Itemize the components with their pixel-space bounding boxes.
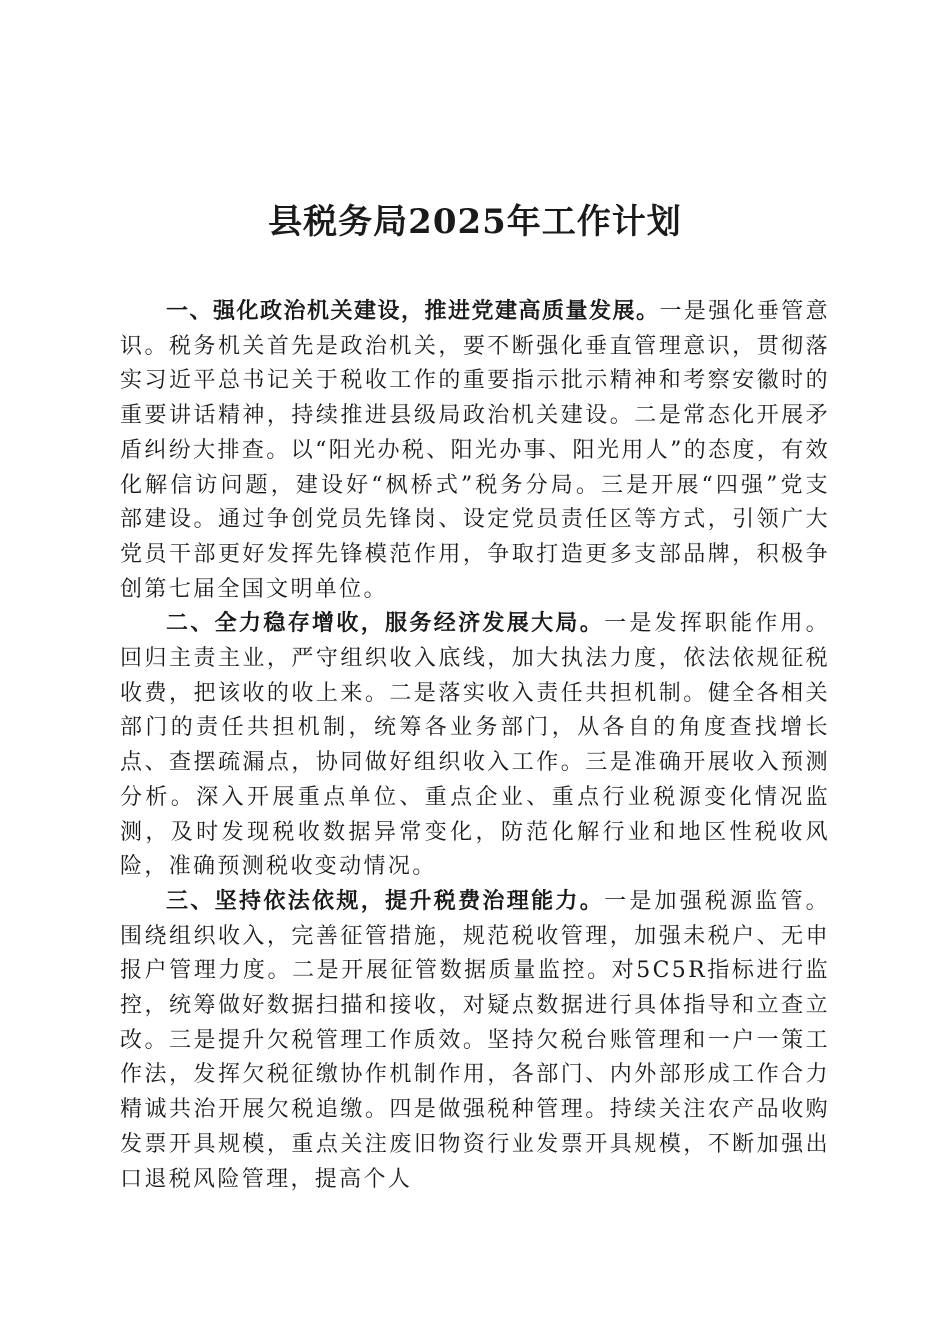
section-paragraph-2 xyxy=(120,607,830,885)
section-body-2: 一是发挥职能作用。回归主责主业，严守组织收入底线，加大执法力度，依法依规征税收费，把该收的收上来。二是落实收入责任共担机制。健全各相关部门的责任共担机制，统筹各业务部门，从各自的角度查找增长点、查摆疏漏点，协同做好组织收入工作。三是准确开展收入预测分析。深入开展重点单位、重点企业、重点行业税源变化情况监测，及时发现税收数据异常变化，防范化解行业和地区性税收风险，准确预测税收变动情况。 xyxy=(120,611,830,880)
section-heading-2: 二、全力稳存增收，服务经济发展大局。 xyxy=(166,611,605,637)
document-title: 县税务局2025年工作计划 xyxy=(268,202,682,242)
section-paragraph-1 xyxy=(120,295,830,607)
section-body-3: 一是加强税源监管。围绕组织收入，完善征管措施，规范税收管理，加强未税户、无申报户管理力度。二是开展征管数据质量监控。对5C5R指标进行监控，统筹做好数据扫描和接收，对疑点数据进行具体指导和立查立改。三是提升欠税管理工作质效。坚持欠税台账管理和一户一策工作法，发挥欠税征缴协作机制作用，各部门、内外部形成工作合力精诚共治开展欠税追缴。四是做强税种管理。持续关注农产品收购发票开具规模，重点关注废旧物资行业发票开具规模，不断加强出口退税风险管理，提高个人 xyxy=(120,888,830,1192)
section-paragraph-3 xyxy=(120,885,830,1197)
section-heading-3: 三、坚持依法依规，提升税费治理能力。 xyxy=(166,888,605,914)
document-body xyxy=(120,295,830,1197)
section-heading-1: 一、强化政治机关建设，推进党建高质量发展。 xyxy=(166,299,660,324)
section-body-1: 一是强化垂管意识。税务机关首先是政治机关，要不断强化垂直管理意识，贯彻落实习近平总书记关于税收工作的重要指示批示精神和考察安徽时的重要讲话精神，持续推进县级局政治机关建设。二是常态化开展矛盾纠纷大排查。以“阳光办税、阳光办事、阳光用人”的态度，有效化解信访问题，建设好“枫桥式”税务分局。三是开展“四强”党支部建设。通过争创党员先锋岗、设定党员责任区等方式，引领广大党员干部更好发挥先锋模范作用，争取打造更多支部品牌，积极争创第七届全国文明单位。 xyxy=(120,299,830,602)
